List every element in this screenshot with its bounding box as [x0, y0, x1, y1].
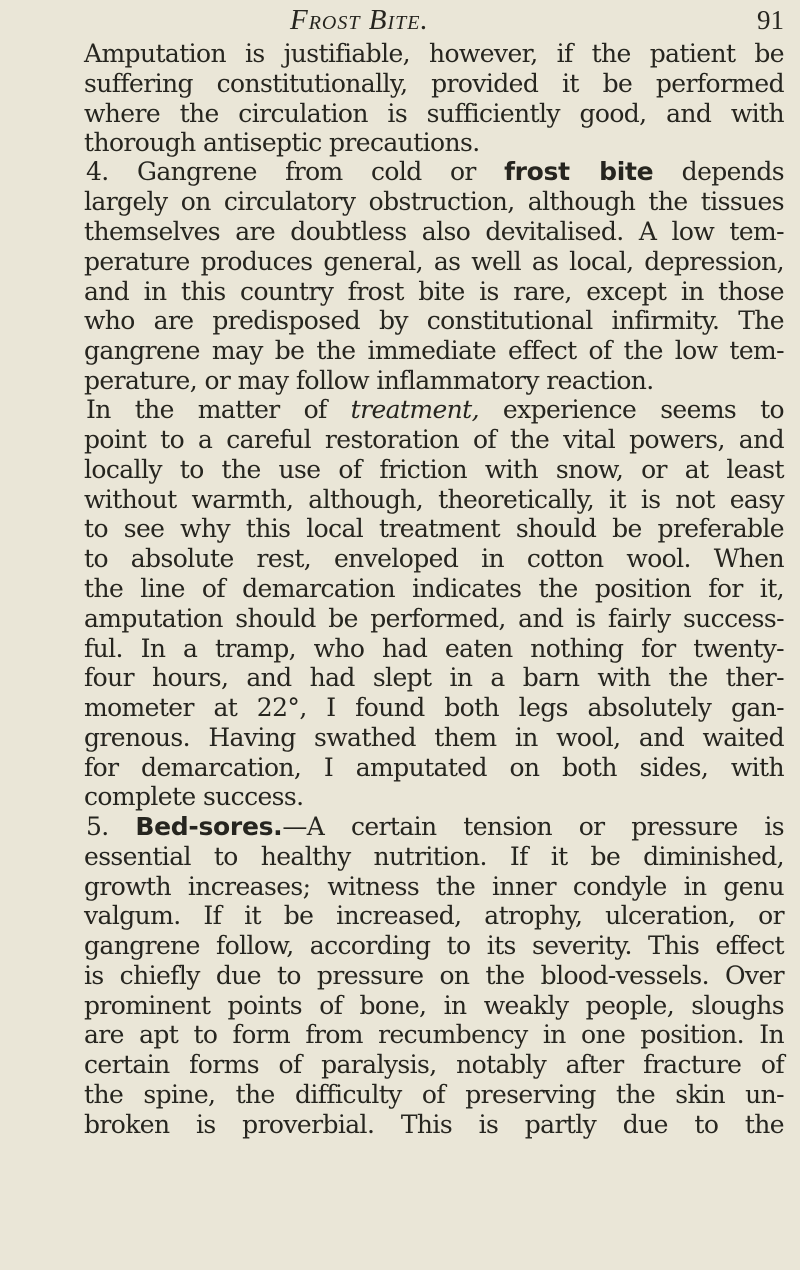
section-5-heading-line [86, 812, 784, 842]
text-line: essential to healthy nutrition. If it be diminished, [84, 842, 784, 871]
text-line: is chiefly due to pressure on the blood-vessels. Over [84, 961, 784, 990]
text-line: who are predisposed by constitutional infirmity. The [84, 306, 784, 335]
text-line: mometer at 22°, I found both legs absolutely gan- [84, 693, 784, 722]
text-line: themselves are doubtless also devitalised. A low tem- [84, 217, 784, 246]
treatment-paragraph-line [86, 395, 784, 425]
text-fragment: depends [653, 157, 784, 186]
text-line: Amputation is justifiable, however, if the patient be [84, 39, 784, 68]
text-line: and in this country frost bite is rare, except in those [84, 277, 784, 306]
text-line: perature produces general, as well as local, depression, [84, 247, 784, 276]
bed-sores-heading: Bed-sores. [135, 812, 283, 841]
text-line: are apt to form from recumbency in one position. In [84, 1020, 784, 1049]
text-line: amputation should be performed, and is fairly success- [84, 604, 784, 633]
text-line: without warmth, although, theoretically, it is not easy [84, 485, 784, 514]
text-line: valgum. If it be increased, atrophy, ulceration, or [84, 901, 784, 930]
text-line: perature, or may follow inflammatory reaction. [84, 366, 654, 395]
text-line: suffering constitutionally, provided it be performed [84, 69, 784, 98]
text-fragment: experience seems to [478, 395, 784, 424]
text-line: broken is proverbial. This is partly due to the [84, 1110, 784, 1139]
text-line: largely on circulatory obstruction, although the tissues [84, 187, 784, 216]
text-line: prominent points of bone, in weakly people, sloughs [84, 991, 784, 1020]
text-line: the spine, the difficulty of preserving the skin un- [84, 1080, 784, 1109]
frost-bite-heading: frost bite [504, 157, 654, 186]
text-fragment: In the matter of [86, 395, 351, 424]
text-line: point to a careful restoration of the vital powers, and [84, 425, 784, 454]
text-line: the line of demarcation indicates the position for it, [84, 574, 784, 603]
text-fragment: —A certain tension or pressure is [282, 812, 784, 841]
text-line: complete success. [84, 782, 304, 811]
text-line: grenous. Having swathed them in wool, and waited [84, 723, 784, 752]
text-line: to see why this local treatment should be preferable [84, 514, 784, 543]
page-number: 91 [757, 5, 784, 35]
text-line: gangrene follow, according to its severity. This effect [84, 931, 784, 960]
text-line: for demarcation, I amputated on both sides, with [84, 753, 784, 782]
treatment-emphasis: treatment, [350, 395, 479, 424]
text-line: certain forms of paralysis, notably after fracture of [84, 1050, 784, 1079]
section-4-heading-line [86, 157, 784, 187]
running-title: Frost Bite. [290, 4, 429, 36]
text-line: locally to the use of friction with snow, or at least [84, 455, 784, 484]
text-fragment: 5. [86, 812, 136, 841]
text-line: where the circulation is sufficiently good, and with [84, 99, 784, 128]
text-line: to absolute rest, enveloped in cotton wool. When [84, 544, 784, 573]
text-line: four hours, and had slept in a barn with the ther- [84, 663, 784, 692]
text-line: ful. In a tramp, who had eaten nothing for twenty- [84, 634, 784, 663]
text-line: thorough antiseptic precautions. [84, 128, 480, 157]
text-line: gangrene may be the immediate effect of the low tem- [84, 336, 784, 365]
text-line: growth increases; witness the inner condyle in genu [84, 872, 784, 901]
text-fragment: 4. Gangrene from cold or [86, 157, 505, 186]
